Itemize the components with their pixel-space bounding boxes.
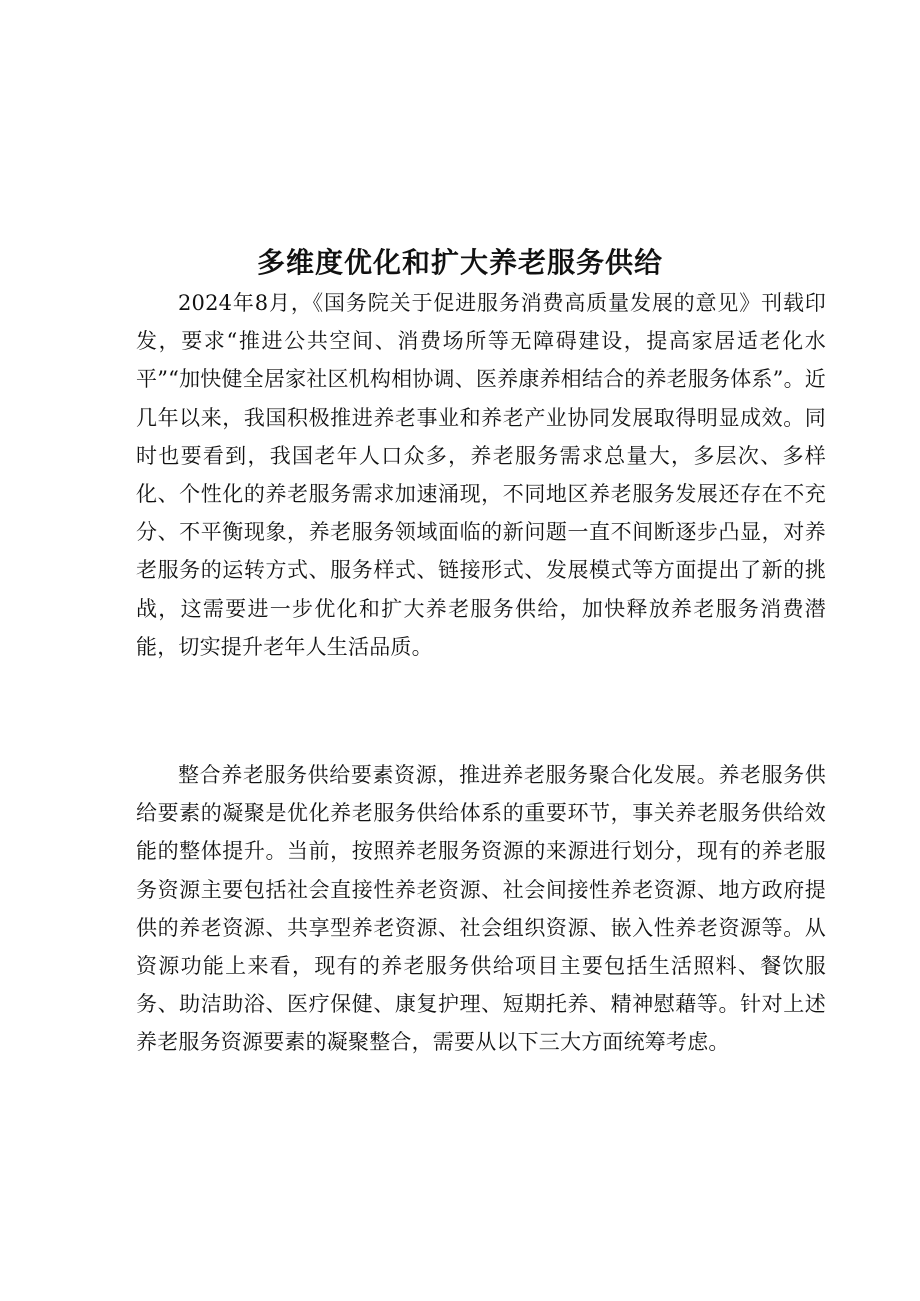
paragraph-1: 2024年8月，《国务院关于促进服务消费高质量发展的意见》刊载印发，要求“推进公共空间、消费场所等无障碍建设，提高家居适老化水平”“加快健全居家社区机构相协调、医养康养相结合的养老服务体系”。近几年以来，我国积极推进养老事业和养老产业协同发展取得明显成效。同时也要看到，我国老年人口众多，养老服务需求总量大，多层次、多样化、个性化的养老服务需求加速涌现，不同地区养老服务发展还存在不充分、不平衡现象，养老服务领域面临的新问题一直不间断逐步凸显，对养老服务的运转方式、服务样式、链接形式、发展模式等方面提出了新的挑战，这需要进一步优化和扩大养老服务供给，加快释放养老服务消费潜能，切实提升老年人生活品质。 [136,291,827,659]
paragraph-2: 整合养老服务供给要素资源，推进养老服务聚合化发展。养老服务供给要素的凝聚是优化养老服务供给体系的重要环节，事关养老服务供给效能的整体提升。当前，按照养老服务资源的来源进行划分，现有的养老服务资源主要包括社会直接性养老资源、社会间接性养老资源、地方政府提供的养老资源、共享型养老资源、社会组织资源、嵌入性养老资源等。从资源功能上来看，现有的养老服务供给项目主要包括生活照料、餐饮服务、助洁助浴、医疗保健、康复护理、短期托养、精神慰藉等。针对上述养老服务资源要素的凝聚整合，需要从以下三大方面统筹考虑。 [136,763,826,1055]
document-title: 多维度优化和扩大养老服务供给 [256,245,663,279]
